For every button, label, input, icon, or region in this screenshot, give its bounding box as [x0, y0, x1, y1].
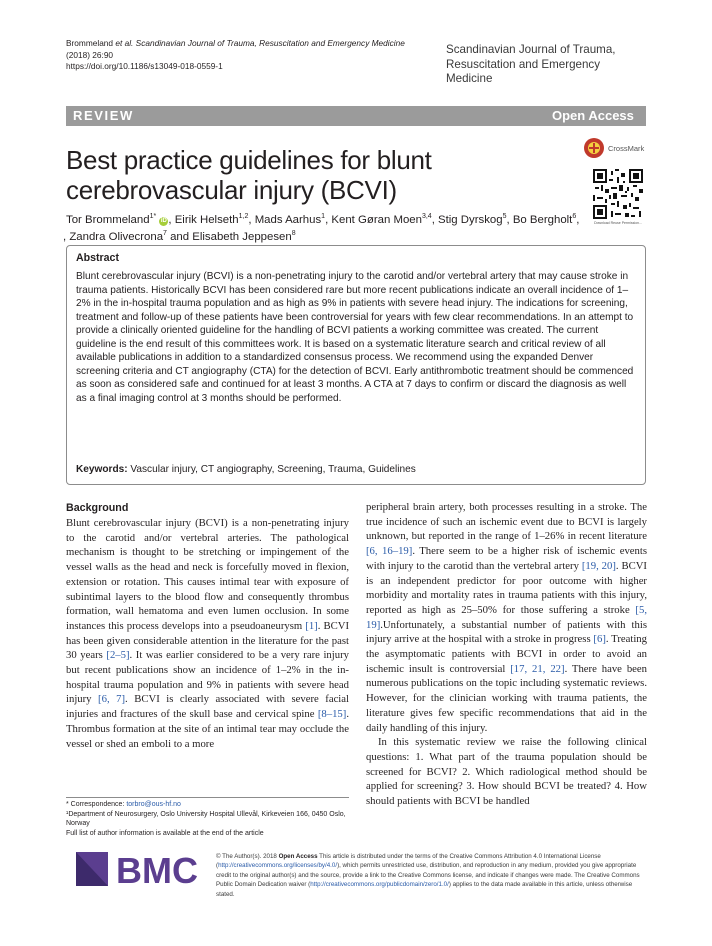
keywords-list: Vascular injury, CT angiography, Screening, Trauma, Guidelines: [127, 464, 416, 475]
citation-link[interactable]: [8–15]: [317, 708, 347, 721]
author-list: Tor Brommeland$^{1*}$ iD , Eirik Helseth$^{1,2}$, Mads Aarhus$^1$, Kent Gøran Moen$^{3,4}$, Stig Dyrskog$^5$, Bo Bergholt$^6$, , Zandra Olivecrona$^7$ and Elisabeth Jeppesen$^8$: [63, 213, 580, 243]
journal-name: [446, 43, 646, 87]
journal-line-1: Scandinavian Journal of Trauma,: [446, 43, 616, 56]
affiliation-sup: 8: [291, 230, 296, 238]
keywords: [76, 464, 636, 475]
affiliation-sup: 1*: [149, 213, 157, 221]
crossmark-label: CrossMark: [608, 144, 645, 153]
title-line-1: Best practice guidelines for blunt: [66, 145, 432, 175]
correspondence-email-link[interactable]: torbro@ous-hf.no: [126, 801, 181, 808]
citation-link[interactable]: [6, 16–19]: [366, 545, 413, 558]
section-heading-background: Background: [66, 502, 129, 514]
affiliation-sup: 1,2: [238, 213, 249, 221]
qr-caption: Download Reuse Permission...: [594, 221, 642, 225]
body-text: .Unfortunately, a substantial number of patients with this injury arrive at the hospital with a stroke in progress: [366, 618, 647, 646]
citation-link[interactable]: [19, 20]: [581, 559, 616, 572]
affiliation-sup: 7: [163, 230, 167, 238]
affiliation-sup: 5: [502, 213, 507, 221]
body-text: . BCVI is clearly associated with severe facial injuries and fractures of the skull base and cervical spine: [66, 693, 349, 721]
body-column-right: [366, 500, 647, 809]
citation-link[interactable]: [1]: [305, 619, 318, 632]
citation-link[interactable]: [2–5]: [106, 649, 130, 662]
body-text: . There have been numerous publications on the topic including systematic reviews. However, for the clinician working with trauma patients, the literature gives few specific recommendations that aid in the daily handling of this injury.: [366, 662, 647, 734]
copyright: © The Author(s). 2018: [216, 853, 279, 860]
citation-header: [66, 38, 405, 73]
qr-code-icon[interactable]: [593, 169, 643, 219]
author-name[interactable]: and Elisabeth Jeppesen: [166, 231, 292, 243]
body-text: . BCVI is an independent predictor for poor outcome with higher morbidity and mortality rates in trauma patients with this injury, reported as high as 25–50% for those suffering a stroke: [366, 559, 647, 616]
body-text: peripheral brain artery, both processes resulting in a stroke. The true incidence of such an ischemic event due to BCVI is largely unknown, but reported in the range of 1–26% in recent literature: [366, 501, 647, 543]
citation-link[interactable]: [6]: [593, 633, 606, 646]
author-name[interactable]: , Mads Aarhus: [248, 214, 322, 226]
open-access-label: Open Access: [552, 108, 634, 123]
body-column-left: [66, 516, 349, 751]
qr-code-graphic: [593, 169, 643, 219]
citation-volume: (2018) 26:90: [66, 49, 114, 60]
bmc-logo[interactable]: [74, 850, 214, 888]
license-body: ) applies to the data made available in this article, unless otherwise stated.: [216, 881, 633, 898]
citation-authors: Brommeland: [66, 38, 114, 48]
footnote: [66, 800, 349, 838]
footnote-divider: [66, 797, 349, 798]
bmc-logo-graphic: [74, 850, 214, 888]
cc-license-link[interactable]: http://creativecommons.org/licenses/by/4.0/: [218, 862, 338, 870]
body-text: . BCVI has been given considerable attention in the literature for the past 30 years: [66, 619, 349, 662]
license-body: ), which permits unrestricted use, distribution, and reproduction in any medium, provided you give appropriate credit to the original author(s) and the source, provide a link to the Creative Commons license, and indicate if changes were made. The Creative Commons Public Domain Dedication waiver (: [216, 862, 640, 889]
citation-link[interactable]: [5, 19]: [366, 603, 647, 631]
license-body: This article is distributed under the terms of the Creative Commons Attribution 4.0 International License (: [216, 853, 601, 870]
bmc-logo-text: BMC: [116, 850, 198, 888]
citation-journal: Scandinavian Journal of Trauma, Resuscitation and Emergency Medicine: [135, 38, 405, 48]
affiliation: ¹Department of Neurosurgery, Oslo University Hospital Ullevål, Kirkeveien 166, 0450 Oslo, Norway: [66, 810, 346, 828]
body-text: . Treating the asymptomatic patients with BCVI in order to avoid an ischemic insult is controversial: [366, 633, 647, 675]
correspondence-label: * Correspondence:: [66, 801, 127, 808]
citation-link[interactable]: [6, 7]: [98, 693, 126, 706]
citation-etal: et al.: [115, 38, 134, 48]
public-domain-link[interactable]: http://creativecommons.org/publicdomain/zero/1.0/: [310, 881, 449, 889]
affiliation-sup: 6: [572, 213, 577, 221]
abstract-body: Blunt cerebrovascular injury (BCVI) is a non-penetrating injury to the carotid and/or vertebral artery that may cause stroke in trauma patients. Historically BCVI has been considered rare but more recent publications indicate an overall incidence of 1–2% in the in-hospital trauma population and as high as 9% in patients with severe head injury. The indications for screening, treatment and follow-up of these patients have been controversial for years with few clear recommendations. In an attempt to provide a clinically oriented guideline for the handling of BCVI patients a working committee was created. The current guideline is the end result of this committees work. It is based on a systematic literature search and critical review of all available publications in addition to a standardized consensus process. We recommend using the expanded Denver screening criteria and CT angiography (CTA) for the detection of BCVI. Early antithrombotic treatment should be commenced as soon as considered safe and continued for at least 3 months. A CTA at 7 days to confirm or discard the diagnosis as well as a final imaging control at 3 months should be performed.: [76, 271, 634, 404]
body-text: . There seem to be a higher risk of ischemic events with injury to the carotid than the vertebral artery: [366, 545, 647, 572]
citation-link[interactable]: [17, 21, 22]: [510, 662, 565, 675]
keywords-label: Keywords:: [76, 464, 128, 475]
article-title: [66, 145, 526, 205]
body-text: . Thrombus formation at the site of an intimal tear may occlude the vessel or shed an emboli to a more: [66, 708, 349, 750]
affiliation-sup: 3,4: [421, 213, 432, 221]
article-type-label: REVIEW: [73, 108, 134, 123]
license-text: [216, 852, 644, 899]
correspondence: [66, 800, 349, 810]
doi-link[interactable]: https://doi.org/10.1186/s13049-018-0559-1: [66, 61, 223, 72]
orcid-icon[interactable]: iD: [160, 218, 167, 224]
abstract-heading: Abstract: [76, 252, 119, 264]
open-access-label: Open Access: [278, 853, 318, 860]
body-text: . It was earlier considered to be a very rare injury but recent publications show an incidence of 1–2% in the in-hospital trauma population and 9% in patients with severe head injury: [66, 649, 349, 706]
author-name[interactable]: , Zandra Olivecrona: [63, 231, 164, 243]
author-name[interactable]: , Eirik Helseth: [168, 214, 239, 226]
crossmark-badge[interactable]: [582, 135, 646, 163]
body-text: Blunt cerebrovascular injury (BCVI) is a non-penetrating injury to the carotid and/or vertebral arteries. The pathological mechanism is thought to be stretching or impingement of the vessel walls as the head and neck is forcefully moved in flexion, extension or rotation. This causes intimal tear with exposure of subintimal layers to the blood flow and consequently thrombus formation, wall hematoma and even lumen occlusion. In some instances this process develops into a pseudoaneurysm: [66, 517, 349, 632]
affiliation-sup: 1: [321, 213, 326, 221]
full-author-info-note: Full list of author information is available at the end of the article: [66, 829, 264, 837]
title-line-2: cerebrovascular injury (BCVI): [66, 175, 397, 205]
journal-line-2: Resuscitation and Emergency Medicine: [446, 57, 601, 86]
crossmark-icon: [582, 135, 646, 163]
paragraph: In this systematic review we raise the following clinical questions: 1. What part of the trauma population should be screened for BCVI? 2. Which radiological method should be applied for screening? 3. How should BCVI be treated? 4. How should patients with BCVI be handled: [366, 736, 647, 808]
author-name[interactable]: , Kent Gøran Moen: [325, 214, 422, 226]
paragraph: [366, 500, 647, 735]
author-name[interactable]: Tor Brommeland: [66, 214, 150, 226]
author-name[interactable]: , Bo Bergholt: [506, 214, 573, 226]
author-name[interactable]: , Stig Dyrskog: [431, 214, 503, 226]
